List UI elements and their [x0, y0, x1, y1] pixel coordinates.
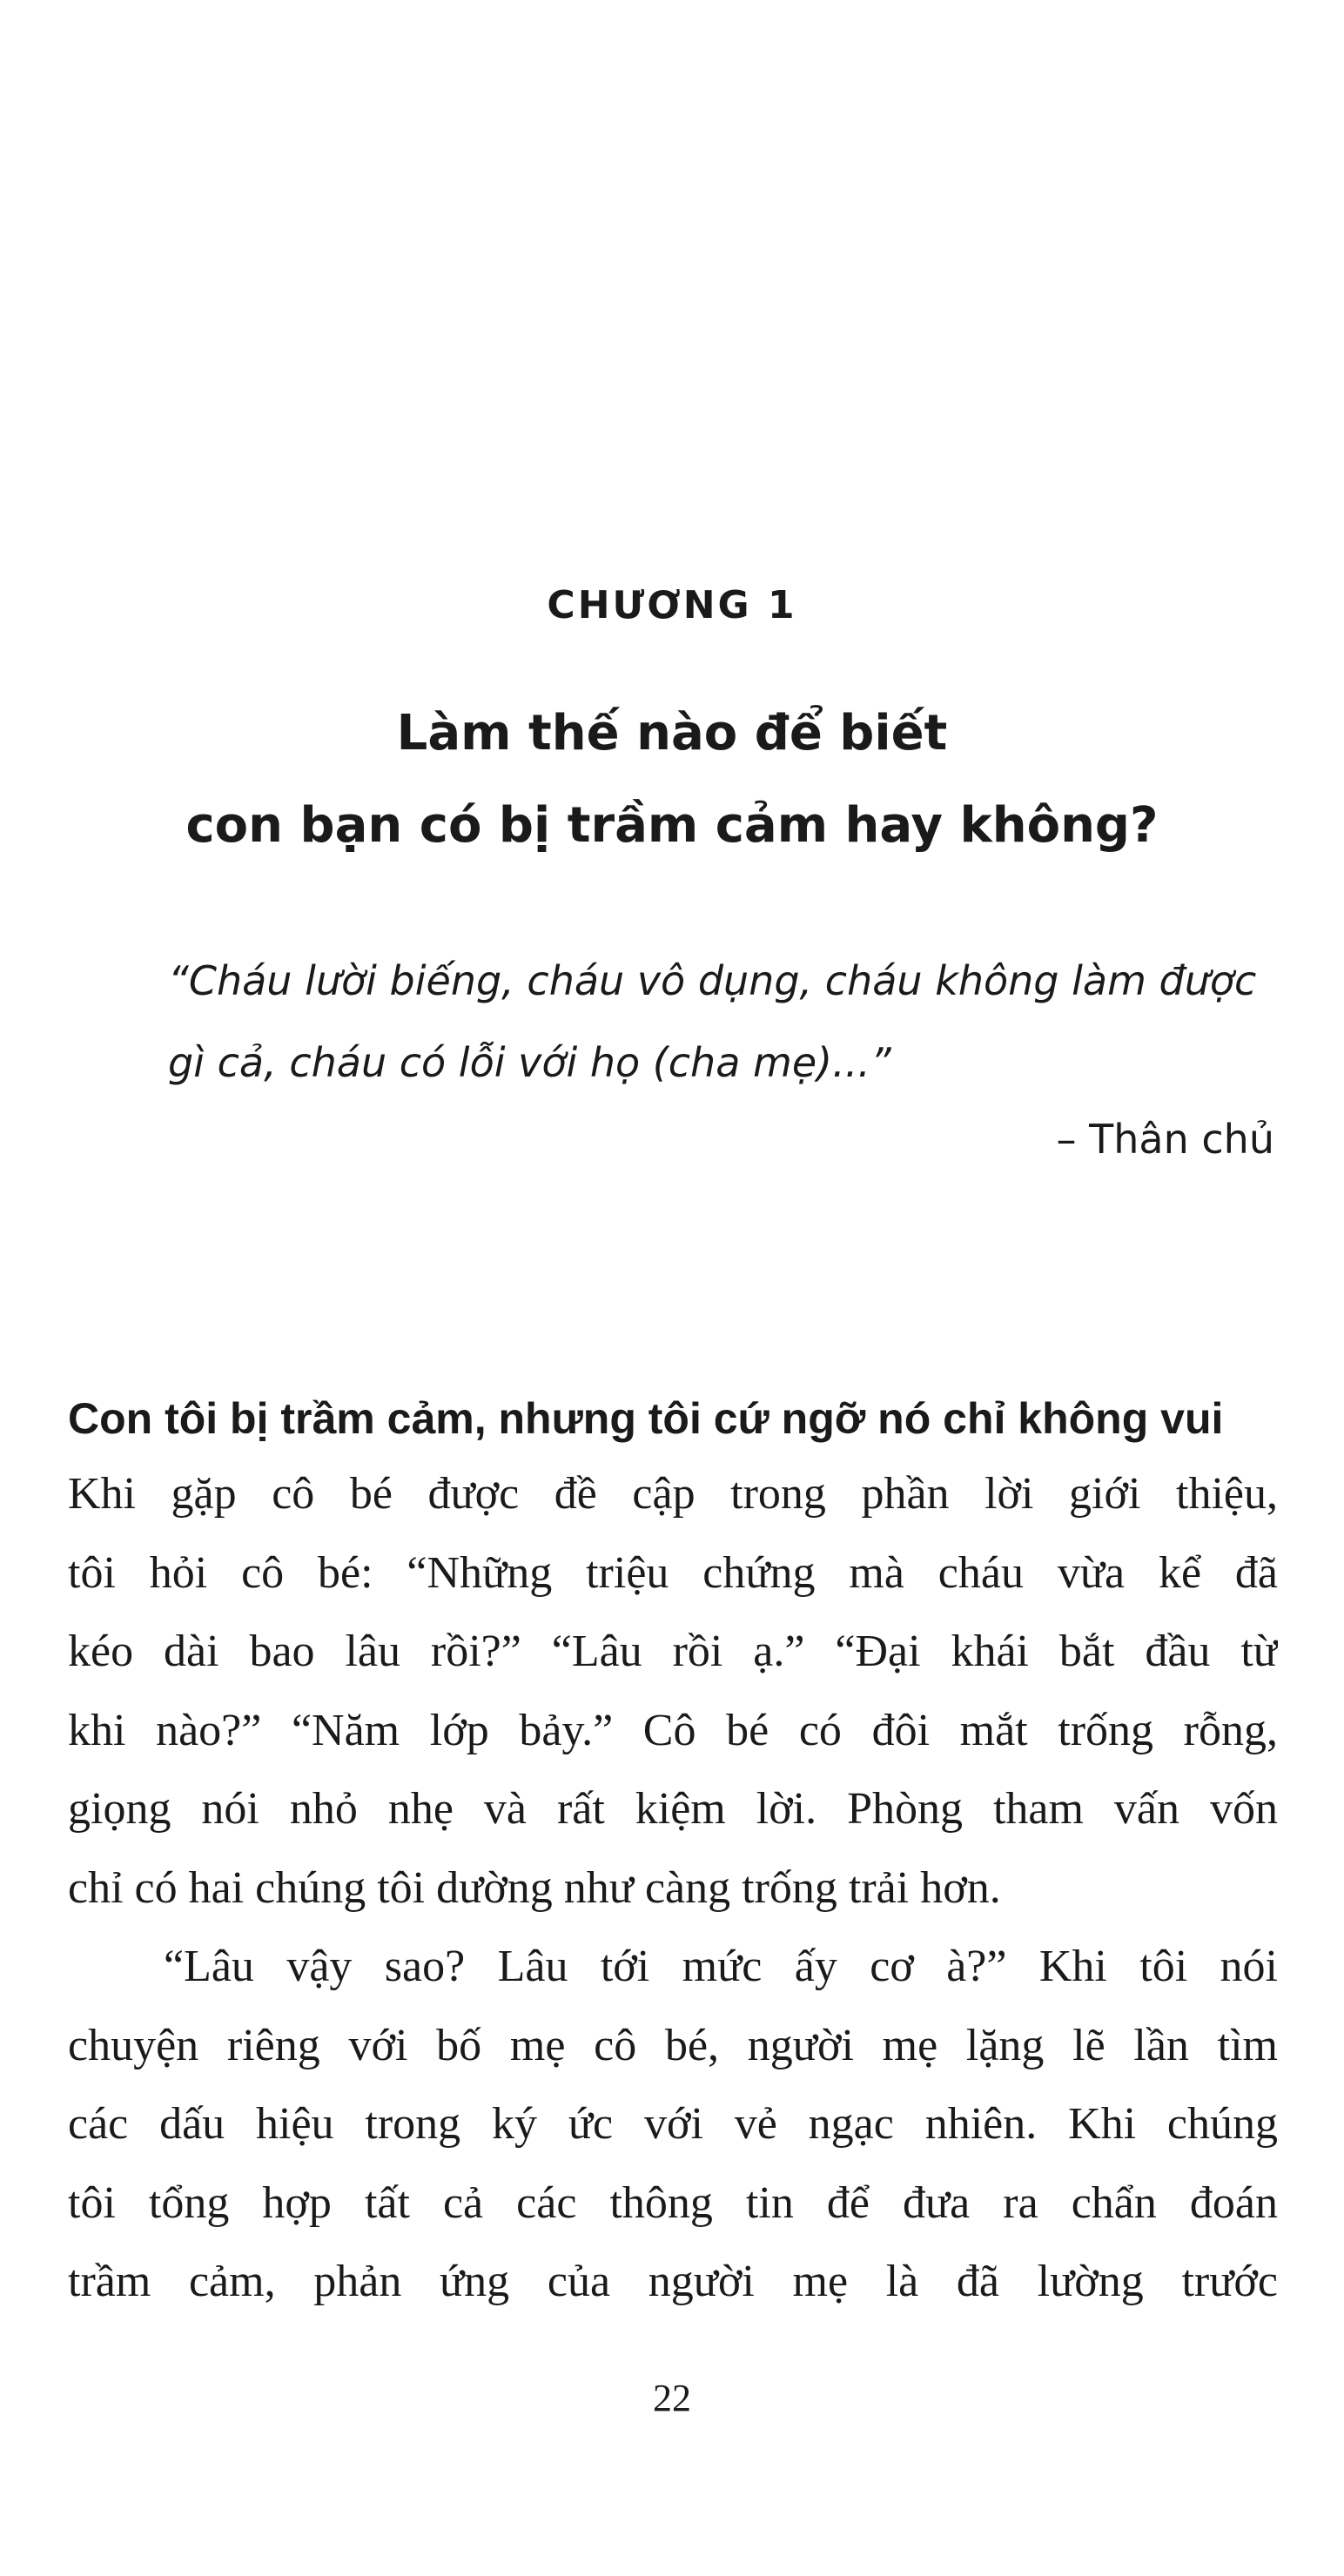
chapter-label: CHƯƠNG 1 — [547, 583, 797, 627]
body-line: chuyện riêng với bố mẹ cô bé, người mẹ lặng lẽ lần tìm — [68, 2020, 1278, 2070]
body-line: các dấu hiệu trong ký ức với vẻ ngạc nhiên. Khi chúng — [68, 2099, 1278, 2149]
epigraph-attribution: – Thân chủ — [1056, 1116, 1274, 1163]
body-line: “Lâu vậy sao? Lâu tới mức ấy cơ à?” Khi tôi nói — [164, 1942, 1278, 1991]
chapter-title — [0, 688, 1344, 872]
epigraph-line: gì cả, cháu có lỗi với họ (cha mẹ)...” — [168, 1039, 891, 1086]
body-line: tôi hỏi cô bé: “Những triệu chứng mà cháu vừa kể đã — [68, 1547, 1278, 1598]
body-line: kéo dài bao lâu rồi?” “Lâu rồi ạ.” “Đại khái bắt đầu từ — [68, 1627, 1278, 1676]
body-paragraphs — [68, 1455, 1278, 2322]
body-line: Khi gặp cô bé được đề cập trong phần lời giới thiệu, — [68, 1469, 1278, 1519]
body-line: chỉ có hai chúng tôi dường như càng trống trải hơn. — [68, 1862, 1001, 1913]
page-number: 22 — [653, 2377, 691, 2419]
body-line: trầm cảm, phản ứng của người mẹ là đã lường trước — [68, 2257, 1278, 2306]
chapter-title-line: con bạn có bị trầm cảm hay không? — [185, 797, 1159, 854]
epigraph-line: “Cháu lười biếng, cháu vô dụng, cháu không làm được — [168, 957, 1257, 1004]
body-line: khi nào?” “Năm lớp bảy.” Cô bé có đôi mắt trống rỗng, — [68, 1705, 1278, 1755]
chapter-title-line: Làm thế nào để biết — [396, 705, 948, 761]
body-line: tôi tổng hợp tất cả các thông tin để đưa ra chẩn đoán — [68, 2177, 1278, 2228]
epigraph-quote — [68, 940, 1304, 1104]
body-line: giọng nói nhỏ nhẹ và rất kiệm lời. Phòng tham vấn vốn — [68, 1784, 1278, 1834]
section-heading: Con tôi bị trầm cảm, nhưng tôi cứ ngỡ nó chỉ không vui — [68, 1394, 1224, 1443]
